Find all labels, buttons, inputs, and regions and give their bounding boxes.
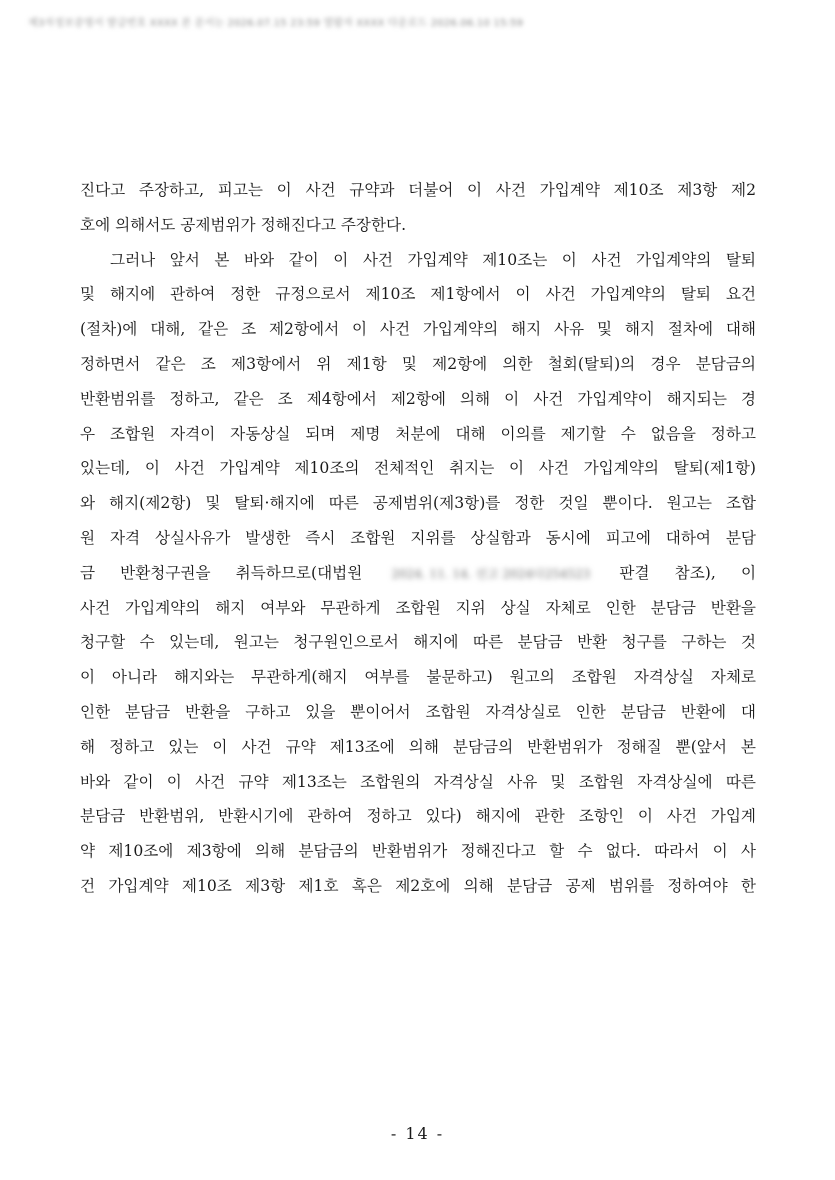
document-body xyxy=(80,173,756,904)
page-number: - 14 - xyxy=(390,1124,445,1143)
text-line-15: 이 아니라 해지와는 무관하게(해지 여부를 불문하고) 원고의 조합원 자격상실 자체로 xyxy=(80,668,756,687)
text-line-4: 및 해지에 관하여 정한 규정으로서 제10조 제1항에서 이 사건 가입계약의 탈퇴 요건 xyxy=(80,285,756,304)
header-watermark: 제3자정보증명서 발급번호 XXXX 본 문서는 2026.07.15 23:59 열람자 XXXX 다운로드 2026.06.10 15:59 xyxy=(28,18,524,29)
text-line-12-before: 금 반환청구권을 취득하므로(대법원 xyxy=(80,563,363,582)
text-line-9: 있는데, 이 사건 가입계약 제10조의 전체적인 취지는 이 사건 가입계약의 탈퇴(제1항) xyxy=(80,459,756,478)
text-line-12-after: 판결 참조), 이 xyxy=(619,563,756,582)
text-line-20: 약 제10조에 제3항에 의해 분담금의 반환범위가 정해진다고 할 수 없다. 따라서 이 사 xyxy=(80,842,756,861)
text-line-12 xyxy=(80,556,756,591)
text-line-8: 우 조합원 자격이 자동상실 되며 제명 처분에 대해 이의를 제기할 수 없음을 정하고 xyxy=(80,424,756,443)
text-line-10: 와 해지(제2항) 및 탈퇴·해지에 따른 공제범위(제3항)를 정한 것일 뿐이다. 원고는 조합 xyxy=(80,494,756,513)
text-line-16: 인한 분담금 반환을 구하고 있을 뿐이어서 조합원 자격상실로 인한 분담금 반환에 대 xyxy=(80,702,756,721)
text-line-11: 원 자격 상실사유가 발생한 즉시 조합원 지위를 상실함과 동시에 피고에 대하여 분담 xyxy=(80,528,756,547)
text-line-5: (절차)에 대해, 같은 조 제2항에서 이 사건 가입계약의 해지 사유 및 해지 절차에 대해 xyxy=(80,320,756,339)
text-line-7: 반환범위를 정하고, 같은 조 제4항에서 제2항에 의해 이 사건 가입계약이 해지되는 경 xyxy=(80,389,756,408)
text-line-13: 사건 가입계약의 해지 여부와 무관하게 조합원 지위 상실 자체로 인한 분담금 반환을 xyxy=(80,598,756,617)
text-line-3: 그러나 앞서 본 바와 같이 이 사건 가입계약 제10조는 이 사건 가입계약의 탈퇴 xyxy=(110,250,756,269)
text-line-19: 분담금 반환범위, 반환시기에 관하여 정하고 있다) 해지에 관한 조항인 이 사건 가입계 xyxy=(80,807,756,826)
text-line-18: 바와 같이 이 사건 규약 제13조는 조합원의 자격상실 사유 및 조합원 자격상실에 따른 xyxy=(80,772,756,791)
text-line-17: 해 정하고 있는 이 사건 규약 제13조에 의해 분담금의 반환범위가 정해질 뿐(앞서 본 xyxy=(80,737,756,756)
text-line-14: 청구할 수 있는데, 원고는 청구원인으로서 해지에 따른 분담금 반환 청구를 구하는 것 xyxy=(80,633,756,652)
text-line-1: 진다고 주장하고, 피고는 이 사건 규약과 더불어 이 사건 가입계약 제10조 제3항 제2 xyxy=(80,181,756,199)
text-line-21: 건 가입계약 제10조 제3항 제1호 혹은 제2호에 의해 분담금 공제 범위를 정하여야 한 xyxy=(80,876,756,895)
text-line-2: 호에 의해서도 공제범위가 정해진다고 주장한다. xyxy=(80,215,407,234)
text-line-6: 정하면서 같은 조 제3항에서 위 제1항 및 제2항에 의한 철회(탈퇴)의 경우 분담금의 xyxy=(80,354,756,373)
redacted-case-number: 2024. 11. 14. 선고 2024다254523 xyxy=(391,566,591,581)
